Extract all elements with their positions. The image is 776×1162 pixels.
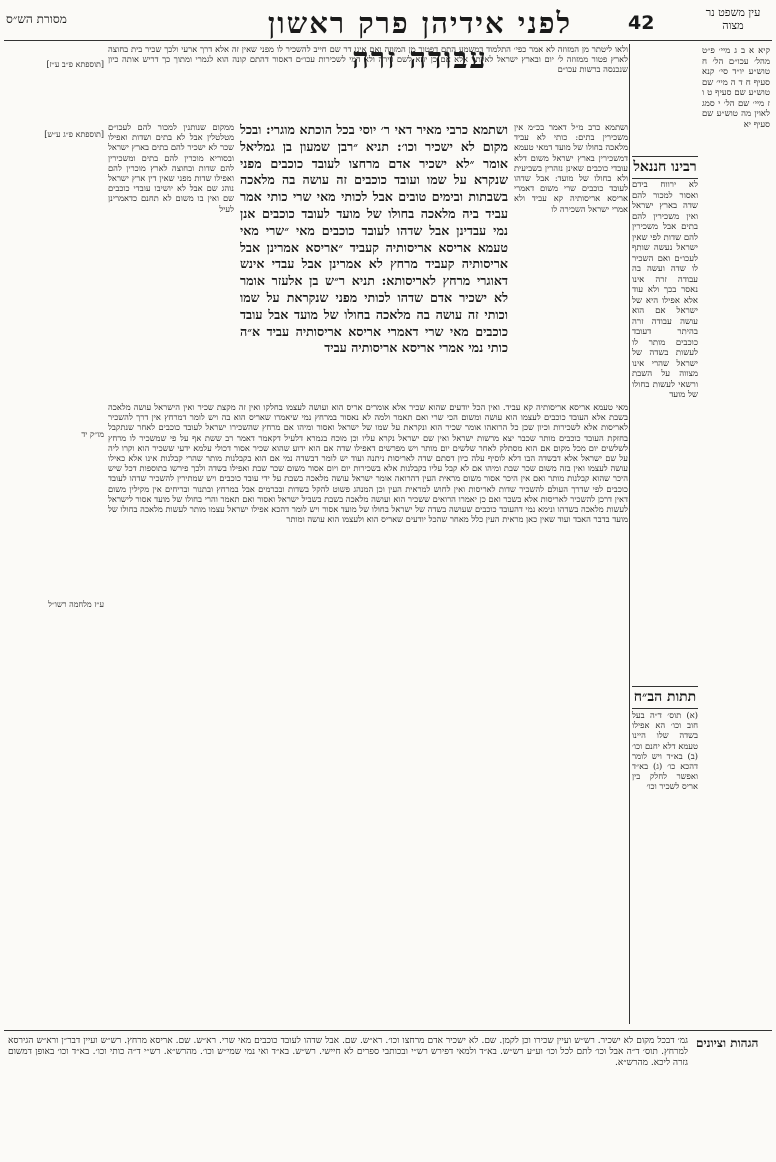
footer-title: הגהות וציונים — [696, 1036, 759, 1050]
tatot-title: תתות הב״ח — [632, 686, 698, 709]
side-column-rule — [629, 44, 630, 1024]
margin-note: [תוספתא פ״ג ע״ש] — [44, 130, 104, 139]
ein-mishpat-header: עין משפט נר מצוה — [705, 6, 761, 32]
footer-notes: גמ׳ דבכל מקום לא ישכיר. רש״ש ועיין שכירו וכן לקמן. שם. לא ישכיר אדם מרחצו וכו׳. רא״ש. שם. אבל שדהו לעובד כוכבים מאי שרי. רא״ש. שם. אריסא מרחץ. רש״ש ועיין דבר״ן ורא״ש הגירסא למרחץ. תוס׳ ד״ה אבל וכו׳ לתם לכל וכו׳ וע״ע רש״ש. בא״ד ולמאי דפירש רש״י ובכותבי ספרים לא חיישי. רש״ש. בא״ד ואי נמי שמי״ש וכו׳. מהרש״א. רש״י ד״ה כותי וכו׳. בא״ד וכו׳ באופן דמשום גזרה ליכא. מהרש״א. — [8, 1036, 688, 1069]
header-rule — [4, 40, 772, 41]
rabbeinu-chananel-title: רבינו חננאל — [632, 156, 698, 179]
ein-mishpat-column: קיא א ב ג מיי׳ פ״ט מהל׳ עכו״ם הל׳ ח טוש״ע יו״ד סי׳ קנא סעיף ח ד ה מיי׳ שם טוש״ע שם סעיף ט ו ז מיי׳ שם הל׳ י סמג לאוין מה טוש״ע שם סעיף יא — [702, 46, 770, 130]
tatot-text: (א) תוס׳ ד״ה בעל חוב וכו׳ הא אפילו בשדה שלו היינו טעמא דלא יחנם וכו׳ (ב) בא״ד ויש לומר דהכא כו׳ (ג) בא״ד ואפשר לחלק בין אריס לשכיר וכו׳ — [632, 710, 698, 792]
tosafot-main-commentary: מאי טעמא אריסא אריסותיה קא עביד. ואין הכל יודעים שהוא שכיר אלא אומרים אריס הוא ועושה לעצמו בחלקו ואין זה מקצת שכיר ואין הישראל עושה מלאכה בשבת אלא העובד כוכבים לעצמו הוא עושה ומשום הכי שרי ואם תאמר ולמה לא נאסור במרחץ נמי שיאמרו שאריס הוא בה ויש לומר דמרחץ אין דרך להשכיר לאריסות אלא לשכירות וכיון שכן כל הרואהו אומר שכיר הוא ונקראת על שמו של ישראל ואסור ומיהו אם מרחץ שהשכירו ישראל לעובד כוכבים לאחר שנתקבל בחזקת העובד כוכבים מותר שכבר יצא מרשות ישראל ואין שם ישראל נקרא עליו וכן מוכח בגמרא דלעיל דקאמר דאמר רב ששת אף על פי שמשכיר לו מרחץ לשלשים יום מכל מקום אם הוא מסתלק לאחר שלשים יום מותר ויש מפרשים דאפילו שדה אם הוא ידוע שהוא שכיר אסור דכולי עלמא ידעי ששכיר הוא וקרו ליה על שם ישראל אלא דבשדה הבו דלא לוסיף עלה כיון דסתם שדה לאריסות ניתנה ועוד יש לומר דבשדה נמי אם הוא בקבלנות מותר שהרי קבלנות אינו אלא כאילו עושה לעצמו ואין בזה משום שכר שבת ומיהו אם לא קבל עליו בקבלנות אלא בשכירות יום ויום אסור משום שכר שבת ואפילו בשדה ולכך פירשו בתוספות דכל שיש היכר שהוא קבלנות מותר ואם אין היכר אסור משום מראית העין דהרואה אומר ישראל עושה מלאכה בשבת על ידי עובד כוכבים ויש שמתירין להשכיר שדהו לעובד כוכבים לפי שדרך העולם להשכיר שדות לאריסות ואין לחוש למראית העין וכן המנהג פשוט להקל בשדות ובכרמים אבל במרחץ ובתנור ובריחים אין מקילין משום דאין דרכן להשכיר לאריסות אלא בשכר ואם כן יאמרו הרואים ששכיר הוא ועושה מלאכה בשבת בשביל ישראל ואסור ואם תאמר והרי בחולו של מועד אסור לישראל לעשות מלאכה בשדהו ונימא נמי דהעובד כוכבים שעושה בשדה של ישראל בחולו של מועד אסור ויש לומר דהכא אפילו ישראל עצמו מותר לעשות מלאכה בחולו של מועד בדבר האבד ועוד שאין כאן מראית העין כלל מאחר שהכל יודעים שאריס הוא ולעצמו הוא עושה ומותר — [108, 402, 628, 525]
footer-rule — [4, 1030, 772, 1031]
margin-note: ע״ז מלחמה רשו״ל — [48, 600, 104, 609]
rabbeinu-chananel-text: לא ירווח בידם ואסור למכור להם שדה בארץ ישראל ואין משכירין להם בתים אבל משכירין להם שדות לפי שאין ישראל נעשה שותף לעכו״ם ואם השכיר לו שדה ועשה בה עבודה זרה אינו נאסר בכך ולא עוד אלא אפילו היא של ישראל אם הוא עושה עבודה זרה בהיתר דעובד כוכבים מותר לו לעשות בשדה של ישראל שהרי אינו מצווה על השבת ורשאי לעשות בחולו של מועד — [632, 180, 698, 400]
tosafot-top-commentary: ולאו ליטתר מן המזוזה לא אמר כפי׳ התלמוד דמשמע התם דפטור מן המזוזה ואם אינו דר שם חייב להשכיר לו מפני שאין זה אלא דרך ארעי ולכך שכיר בית בחוצה לארץ פטור ממזוזה ל׳ יום ובארץ ישראל לאלתר אלא אם כן יהא לשם דירה ולא דמי לשכירות עכו״ם דאסור דהתם קונה הוא לגמרי ומתוך כך דריש אותה כיון שנכנסה ברשות עכו״ם — [108, 44, 628, 75]
margin-note: מו״ק יד — [81, 430, 104, 439]
rashi-right-commentary: ושתמא כרב מ״ל דאמר בכ״מ אין משכירין בתים: כותי לא עביד מלאכה בחולו של מועד דמאי טעמא דמשכירין בארץ ישראל משום דלא עובדי כוכבים שאינן נזהרין בשביעית ולא בחולו של מועד: אבל שדהו לעובד כוכבים שרי משום דאמרי אריסא אריסותיה קא עביד ולא אמרי ישראל השכירה לו — [514, 122, 628, 214]
margin-note: [תוספתא פ״ב ע״ז] — [46, 60, 104, 69]
page-number: 42 — [628, 12, 655, 34]
mesoret-header: מסורת הש״ס — [6, 12, 67, 26]
gemara-main-text: ושתמא כרבי מאיר דאי ר׳ יוסי בכל הוכתא מוגרי: ובכל מקום לא ישכיר וכו׳: תניא ״רבן שמעון בן גמליאל אומר ״לא ישכיר אדם מרחצו לעובד כוכבים מפני שנקרא על שמו ועובד כוכבים זה עושה בה מלאכה בשבתות ובימים טובים אבל לכותי מאי שרי כותי אמר עביד ביה מלאכה בחולו של מועד לעובד כוכבים אנן נמי עבדינן אבל שדהו לעובד כוכבים מאי ״שרי מאי טעמא אריסא אריסותיה קעביד ״אריסא אמרינן אבל אריסותיה קעביד מרחץ לא אמרינן אבל עבדי אינש דאוגרי מרחץ לאריסותא: תניא ר״ש בן אלעזר אומר לא ישכיר אדם שדהו לכותי מפני שנקראת על שמו וכותי זה עושה בה מלאכה בחולו של מועד אבל עובד כוכבים מאי שרי דאמרי אריסא אריסותיה עביד א״ה כותי נמי אמרי אריסא אריסותיה עביד — [240, 122, 508, 356]
page-title: לפני אידיהן פרק ראשון עבודה זרה — [267, 6, 573, 75]
rashi-left-commentary: ממקום שנותנין למכור להם לעכו״ם מטלטלין אבל לא בתים ושדות ואפילו שכר לא ישכיר להם בתים בארץ ישראל ובסוריא מוכרין להם בתים ומשכירין להם שדות ובחוצה לארץ מוכרין להם ואפילו שדות מפני שאין דין ארץ ישראל נוהג שם אבל לא יושיבו עובדי כוכבים שם ואין בו משום לא תחנם כדאמרינן לעיל — [108, 122, 234, 214]
